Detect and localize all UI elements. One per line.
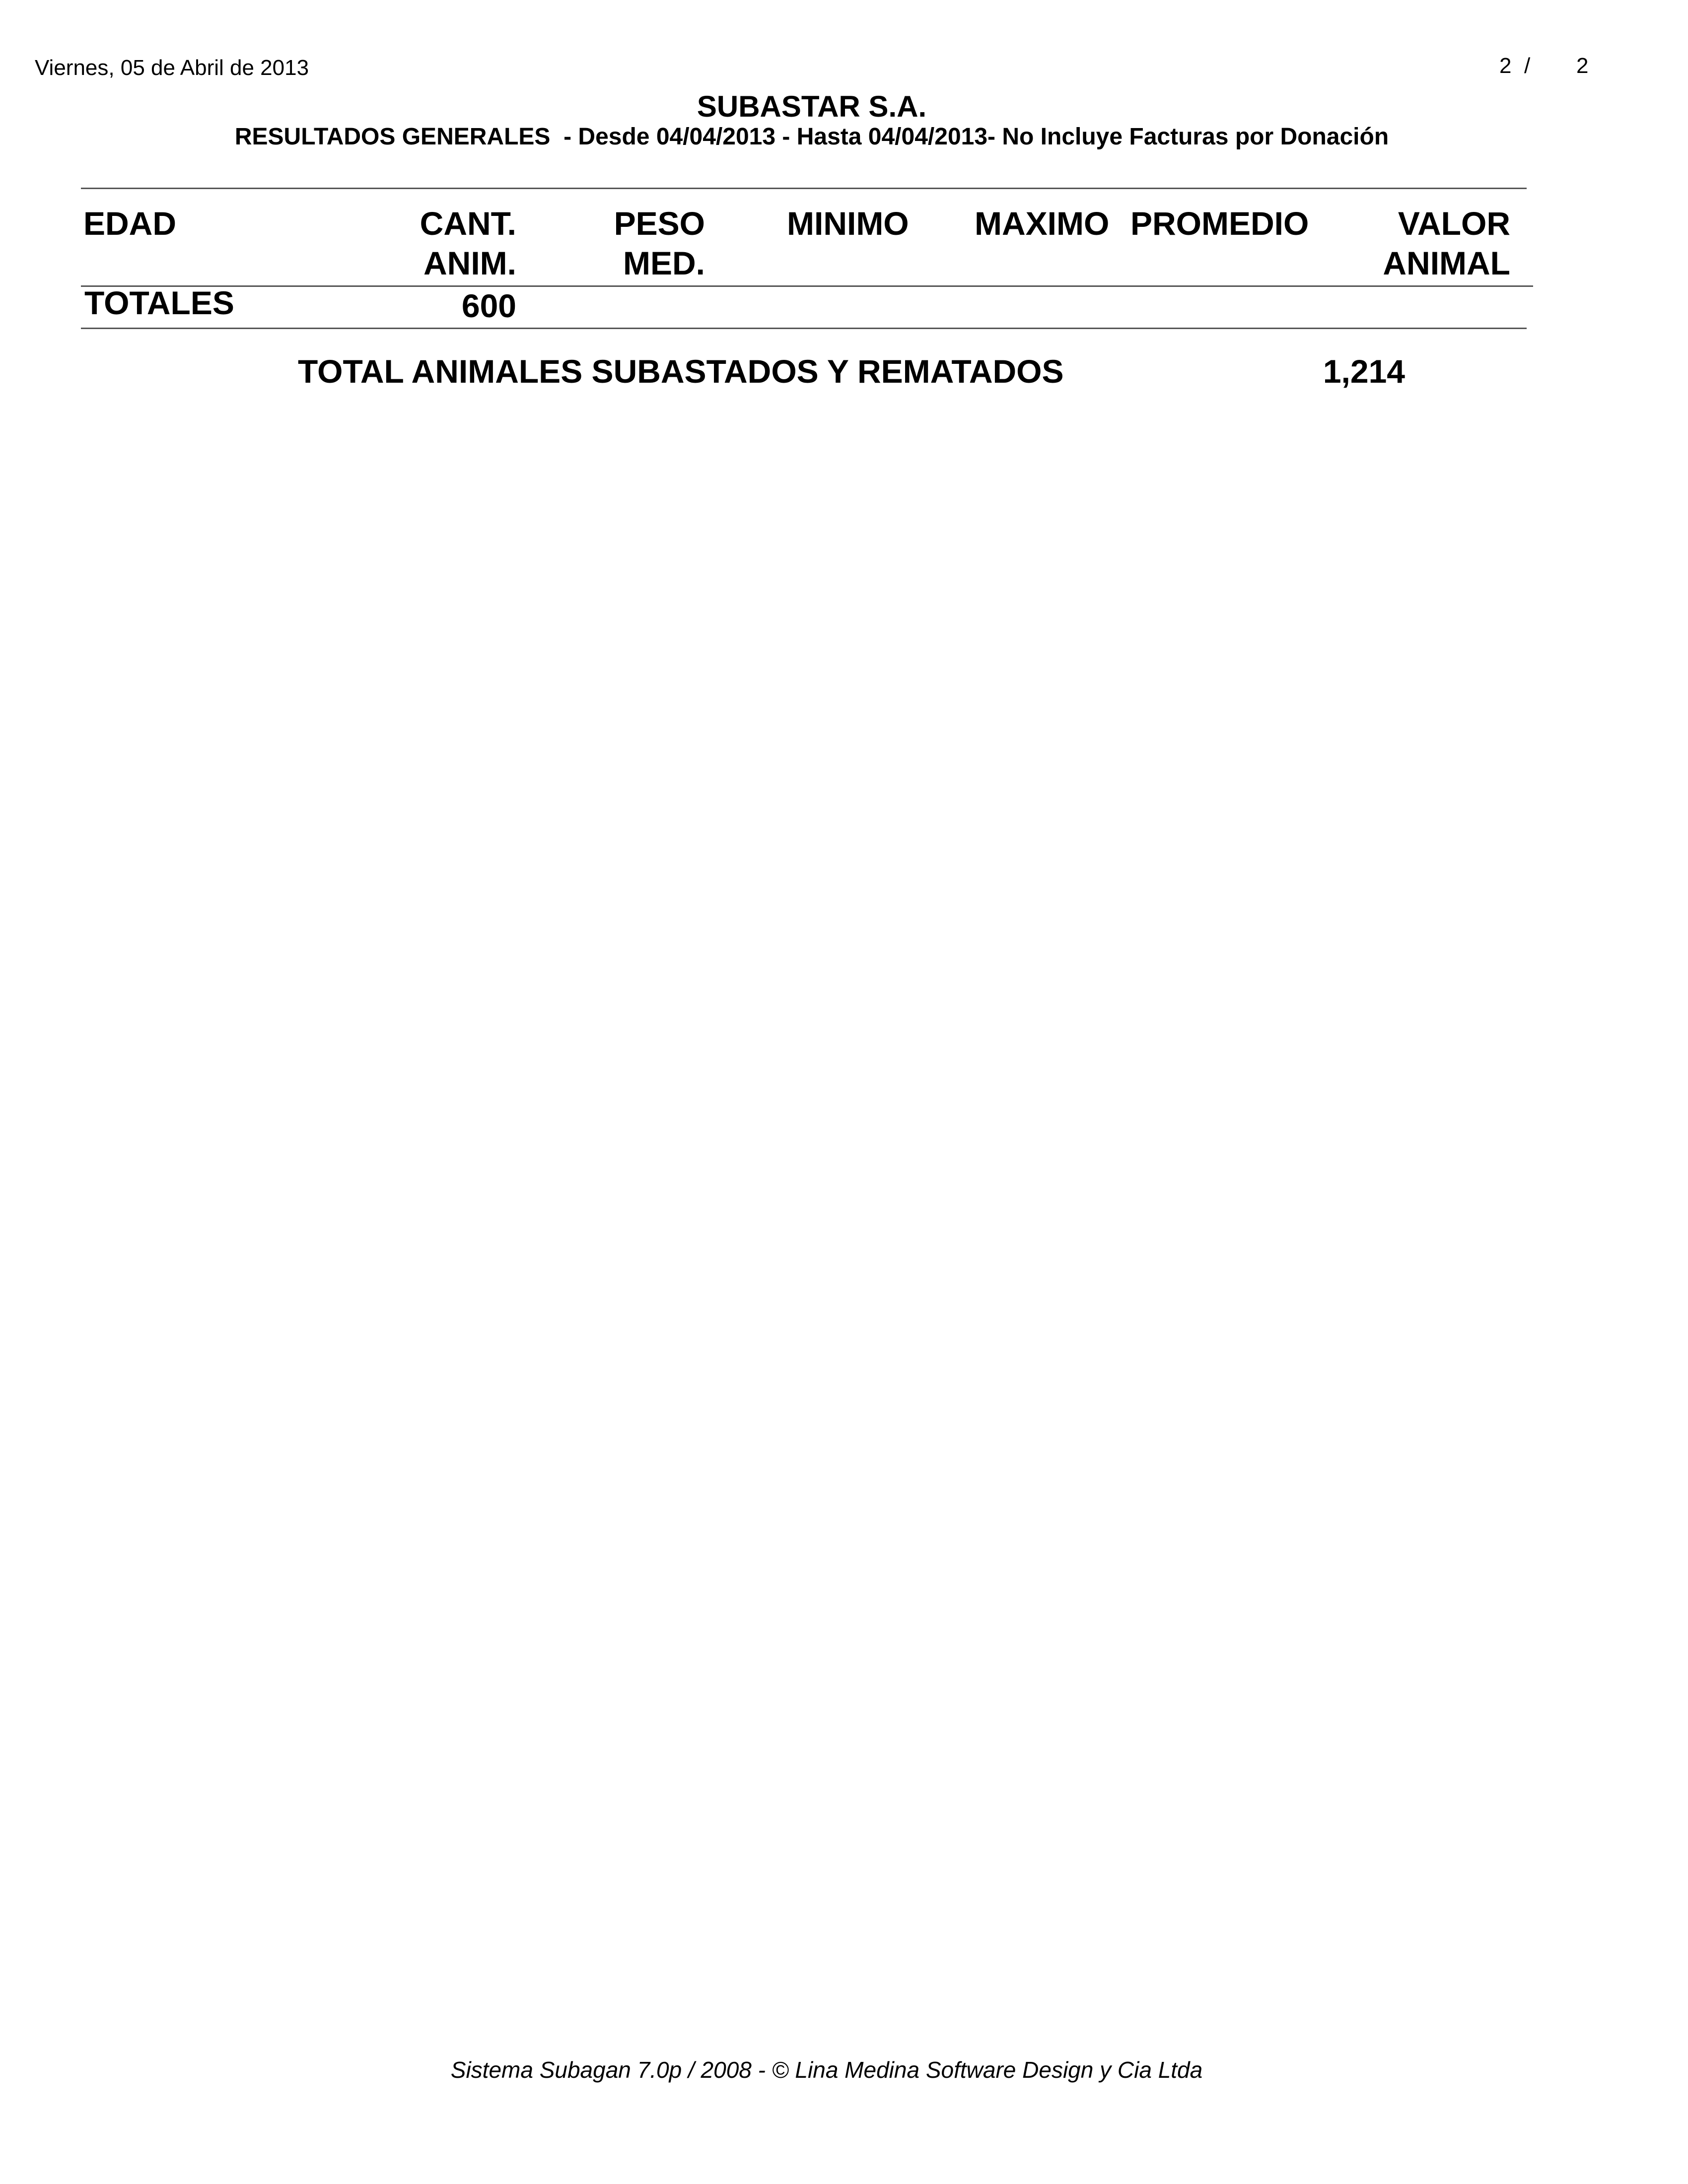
totals-bottom-rule	[81, 328, 1527, 329]
column-header-peso-med-line2: MED.	[623, 245, 705, 281]
column-header-cant-anim-line2: ANIM.	[423, 245, 516, 281]
column-header-minimo	[787, 204, 936, 243]
company-name: SUBASTAR S.A.	[697, 90, 927, 123]
totals-label: TOTALES	[84, 284, 234, 321]
header-bottom-rule	[81, 285, 1533, 287]
column-header-valor-animal	[1350, 204, 1510, 283]
table-top-rule	[81, 188, 1527, 189]
column-header-edad-line1: EDAD	[83, 205, 177, 242]
page-number-separator: /	[1524, 54, 1531, 78]
column-header-promedio-line1: PROMEDIO	[1130, 205, 1309, 242]
column-header-cant-anim-line1: CANT.	[420, 205, 516, 242]
page-number-current: 2	[1499, 54, 1512, 78]
column-header-valor-animal-line2: ANIMAL	[1383, 245, 1510, 281]
totals-cant-anim-value: 600	[461, 287, 516, 324]
column-header-peso-med	[576, 204, 705, 283]
column-header-cant-anim	[387, 204, 516, 283]
report-date: Viernes, 05 de Abril de 2013	[35, 56, 309, 80]
column-header-minimo-line1: MINIMO	[787, 205, 909, 242]
column-header-peso-med-line1: PESO	[614, 205, 705, 242]
column-header-promedio	[1130, 204, 1329, 243]
column-header-maximo	[975, 204, 1124, 243]
column-header-edad	[83, 204, 282, 243]
footer-credits: Sistema Subagan 7.0p / 2008 - © Lina Medina Software Design y Cia Ltda	[450, 2057, 1203, 2083]
column-header-maximo-line1: MAXIMO	[975, 205, 1110, 242]
column-header-valor-animal-line1: VALOR	[1398, 205, 1510, 242]
page-number-total: 2	[1576, 54, 1589, 78]
summary-label: TOTAL ANIMALES SUBASTADOS Y REMATADOS	[298, 353, 1064, 390]
report-subtitle: RESULTADOS GENERALES - Desde 04/04/2013 - Hasta 04/04/2013- No Incluye Facturas por Donación	[234, 124, 1389, 150]
summary-value: 1,214	[1323, 353, 1405, 390]
